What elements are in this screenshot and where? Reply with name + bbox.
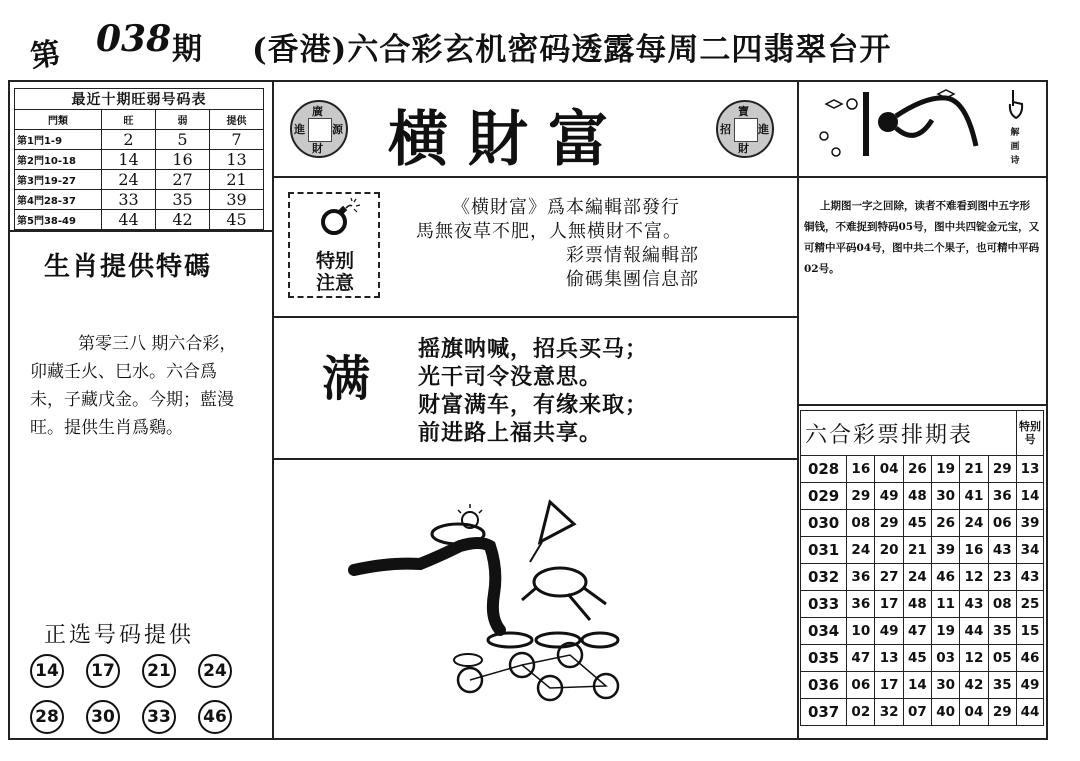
- period-cell: 034: [801, 618, 847, 645]
- table-row: [801, 672, 1044, 699]
- cell-value: 33: [102, 190, 156, 210]
- number-cell: 17: [875, 591, 903, 618]
- number-cell: 48: [903, 591, 931, 618]
- cell-value: 16: [156, 150, 210, 170]
- special-cell: 46: [1017, 645, 1044, 672]
- cell-value: 14: [102, 150, 156, 170]
- number-cell: 26: [903, 456, 931, 483]
- number-cell: 08: [988, 591, 1016, 618]
- divider-left-table: [8, 230, 273, 232]
- table-row: [801, 456, 1044, 483]
- number-ball: 28: [30, 700, 64, 734]
- number-cell: 39: [932, 537, 960, 564]
- coin-char: 寶: [738, 105, 749, 118]
- notice-label: [300, 250, 370, 294]
- cell-value: 44: [102, 210, 156, 230]
- publisher-line: 馬無夜草不肥，人無横財不富。: [416, 221, 682, 242]
- notice-label-line: 注意: [315, 272, 354, 294]
- number-ball: 14: [30, 654, 64, 688]
- special-cell: 13: [1017, 456, 1044, 483]
- cell-value: 27: [156, 170, 210, 190]
- number-cell: 35: [988, 672, 1016, 699]
- number-cell: 49: [875, 618, 903, 645]
- schedule-caption: 六合彩票排期表: [801, 411, 1017, 456]
- issue-number: 038: [96, 18, 172, 60]
- period-cell: 032: [801, 564, 847, 591]
- table-row: [15, 170, 264, 190]
- poem-line: 前进路上福共享。: [418, 421, 603, 446]
- divider-riddle-text: [797, 404, 1047, 406]
- number-cell: 47: [847, 645, 875, 672]
- row-label: 第5門38-49: [15, 210, 102, 230]
- coin-char: 進: [758, 123, 769, 136]
- coin-char: 廣: [312, 105, 323, 118]
- number-cell: 29: [988, 456, 1016, 483]
- selection-numbers: [30, 654, 255, 734]
- table-row: [15, 210, 264, 230]
- zodiac-text: 第零三八 期六合彩，卯藏壬火、巳水。六合爲未，子藏戊金。今期；藍漫旺。提供生肖爲鷄。: [30, 334, 237, 438]
- table-row: [801, 564, 1044, 591]
- special-cell: 14: [1017, 483, 1044, 510]
- period-cell: 035: [801, 645, 847, 672]
- number-cell: 45: [903, 510, 931, 537]
- column-header: 提供: [210, 110, 264, 130]
- riddle-hint: 上期图一字之回除，读者不难看到图中五字形铜钱，不难捉到特码05号，图中共四锭金元宝，又可精中平码04号，图中共二个果子，也可精中平码02号。: [804, 200, 1040, 275]
- special-cell: 43: [1017, 564, 1044, 591]
- number-cell: 36: [847, 564, 875, 591]
- number-cell: 07: [903, 699, 931, 726]
- poem-text: [418, 336, 648, 448]
- selection-title: 正选号码提供: [44, 623, 195, 648]
- number-cell: 29: [847, 483, 875, 510]
- coin-right-icon: [716, 100, 774, 158]
- period-cell: 030: [801, 510, 847, 537]
- period-cell: 033: [801, 591, 847, 618]
- number-cell: 10: [847, 618, 875, 645]
- special-cell: 49: [1017, 672, 1044, 699]
- number-cell: 48: [903, 483, 931, 510]
- poem-big-char: 满: [322, 351, 371, 407]
- table-caption: 最近十期旺弱号码表: [15, 89, 264, 110]
- cell-value: 35: [156, 190, 210, 210]
- table-row: [801, 483, 1044, 510]
- riddle-illustration: [330, 490, 650, 720]
- coin-left-icon: [290, 100, 348, 158]
- table-row: [801, 699, 1044, 726]
- number-cell: 17: [875, 672, 903, 699]
- column-header: 門類: [15, 110, 102, 130]
- period-cell: 028: [801, 456, 847, 483]
- cell-value: 5: [156, 130, 210, 150]
- number-cell: 41: [960, 483, 988, 510]
- coin-char: 源: [332, 123, 343, 136]
- number-ball: 17: [86, 654, 120, 688]
- special-cell: 39: [1017, 510, 1044, 537]
- number-cell: 45: [903, 645, 931, 672]
- table-row: [801, 645, 1044, 672]
- row-label: 第2門10-18: [15, 150, 102, 170]
- number-cell: 06: [847, 672, 875, 699]
- column-header: 弱: [156, 110, 210, 130]
- table-row: [15, 150, 264, 170]
- publisher-sign: 偷碼集團信息部: [566, 269, 699, 290]
- coin-char: 財: [312, 142, 323, 155]
- page-title: (香港)六合彩玄机密码透露每周二四翡翠台开: [252, 32, 892, 68]
- cell-value: 42: [156, 210, 210, 230]
- number-cell: 32: [875, 699, 903, 726]
- number-cell: 24: [960, 510, 988, 537]
- number-cell: 21: [960, 456, 988, 483]
- divider-riddle-img: [797, 176, 1047, 178]
- number-cell: 24: [903, 564, 931, 591]
- number-cell: 16: [960, 537, 988, 564]
- number-cell: 19: [932, 618, 960, 645]
- number-cell: 16: [847, 456, 875, 483]
- number-cell: 20: [875, 537, 903, 564]
- number-cell: 30: [932, 483, 960, 510]
- cell-value: 21: [210, 170, 264, 190]
- table-row: [801, 537, 1044, 564]
- number-ball: 24: [198, 654, 232, 688]
- number-cell: 06: [988, 510, 1016, 537]
- number-cell: 12: [960, 645, 988, 672]
- cell-value: 39: [210, 190, 264, 210]
- issue-suffix: 期: [172, 32, 202, 67]
- publisher-sign: 彩票情報編輯部: [566, 245, 699, 266]
- number-cell: 05: [988, 645, 1016, 672]
- poem-line: 摇旗呐喊，招兵买马；: [418, 337, 649, 362]
- number-cell: 30: [932, 672, 960, 699]
- special-cell: 34: [1017, 537, 1044, 564]
- cell-value: 45: [210, 210, 264, 230]
- cell-value: 2: [102, 130, 156, 150]
- number-cell: 42: [960, 672, 988, 699]
- poem-line: 光干司令没意思。: [418, 365, 603, 390]
- column-header: 旺: [102, 110, 156, 130]
- poem-line: 财富满车，有缘来取；: [418, 393, 649, 418]
- special-cell: 25: [1017, 591, 1044, 618]
- number-cell: 49: [875, 483, 903, 510]
- period-cell: 029: [801, 483, 847, 510]
- number-cell: 44: [960, 618, 988, 645]
- divider-poem: [272, 458, 799, 460]
- special-cell: 15: [1017, 618, 1044, 645]
- cell-value: 24: [102, 170, 156, 190]
- number-cell: 04: [960, 699, 988, 726]
- riddle-picture: [806, 86, 1002, 172]
- coin-char: 財: [738, 142, 749, 155]
- divider-notice: [272, 316, 799, 318]
- period-cell: 031: [801, 537, 847, 564]
- pointing-hand-icon: [1006, 88, 1026, 122]
- table-row: [15, 130, 264, 150]
- publisher-line: 《横財富》爲本編輯部發行: [452, 197, 680, 218]
- table-row: [801, 510, 1044, 537]
- number-cell: 14: [903, 672, 931, 699]
- number-cell: 29: [988, 699, 1016, 726]
- special-cell: 44: [1017, 699, 1044, 726]
- row-label: 第4門28-37: [15, 190, 102, 210]
- special-number-header: 特别号: [1017, 411, 1044, 456]
- divider-right: [797, 80, 799, 740]
- zodiac-title: 生肖提供特碼: [44, 252, 213, 282]
- number-cell: 36: [988, 483, 1016, 510]
- coin-char: 進: [294, 123, 305, 136]
- schedule-table: [800, 410, 1044, 726]
- number-cell: 24: [847, 537, 875, 564]
- coin-char: 招: [720, 123, 731, 136]
- number-cell: 02: [847, 699, 875, 726]
- cell-value: 7: [210, 130, 264, 150]
- notice-label-line: 特别: [315, 250, 354, 272]
- number-cell: 27: [875, 564, 903, 591]
- bomb-icon: [318, 198, 362, 238]
- table-row: [801, 618, 1044, 645]
- recent-numbers-table: [14, 88, 264, 230]
- number-cell: 13: [875, 645, 903, 672]
- number-cell: 47: [903, 618, 931, 645]
- number-ball: 46: [198, 700, 232, 734]
- number-cell: 12: [960, 564, 988, 591]
- number-cell: 04: [875, 456, 903, 483]
- table-row: [801, 591, 1044, 618]
- number-ball: 30: [86, 700, 120, 734]
- row-label: 第3門19-27: [15, 170, 102, 190]
- table-row: [15, 190, 264, 210]
- issue-prefix: 第: [28, 36, 63, 75]
- number-cell: 40: [932, 699, 960, 726]
- number-cell: 43: [988, 537, 1016, 564]
- divider-left: [272, 80, 274, 740]
- number-cell: 29: [875, 510, 903, 537]
- row-label: 第1門1-9: [15, 130, 102, 150]
- banner-title: 横財富: [388, 105, 628, 175]
- number-cell: 26: [932, 510, 960, 537]
- cell-value: 13: [210, 150, 264, 170]
- number-cell: 08: [847, 510, 875, 537]
- number-cell: 11: [932, 591, 960, 618]
- number-ball: 33: [142, 700, 176, 734]
- number-ball: 21: [142, 654, 176, 688]
- number-cell: 36: [847, 591, 875, 618]
- number-cell: 03: [932, 645, 960, 672]
- period-cell: 037: [801, 699, 847, 726]
- riddle-label: 解画诗: [1010, 128, 1020, 166]
- publisher-text: [416, 196, 699, 292]
- number-cell: 21: [903, 537, 931, 564]
- number-cell: 19: [932, 456, 960, 483]
- period-cell: 036: [801, 672, 847, 699]
- number-cell: 46: [932, 564, 960, 591]
- number-cell: 35: [988, 618, 1016, 645]
- number-cell: 23: [988, 564, 1016, 591]
- number-cell: 43: [960, 591, 988, 618]
